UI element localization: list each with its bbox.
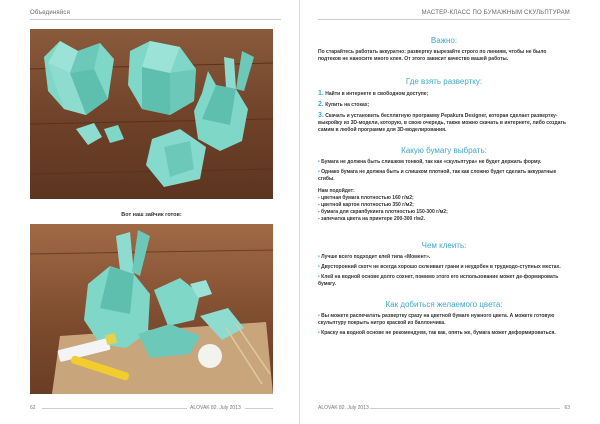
where-item	[318, 112, 570, 134]
rabbit-workbench-illustration	[30, 224, 273, 394]
paper-bullet-text: Однако бумага не должна быть и слишком плотной, так как сложно будет сделать аккуратные сгибы.	[318, 169, 557, 182]
right-header-rule	[318, 19, 570, 20]
where-item-number: 1.	[318, 90, 324, 97]
left-page-number: 62	[30, 405, 36, 411]
paper-bullet	[318, 159, 570, 166]
article-content	[318, 36, 570, 340]
paper-list-item: - бумага для скрапбукинга плотностью 150-300 г/м2;	[318, 209, 448, 215]
left-footer-rule	[42, 408, 187, 409]
color-bullet	[318, 330, 570, 337]
section-glue-title: Чем клеить:	[421, 241, 467, 250]
paper-list-item: - запечатка цвета на принтере 200-300 г/м2.	[318, 216, 426, 222]
where-item-number: 3.	[318, 112, 324, 119]
where-item-text: Скачать и установить бесплатную программу Pepakura Designer, которая сделает развертку-выкройку из 3D-модели, которую, в свою очередь, также можно скачать в интернете, либо создать самим в любой программе для 3D-моделирования.	[318, 113, 567, 133]
left-footer-magazine: ALOVAK 82. July 2013	[190, 405, 241, 411]
section-important-title: Важно:	[430, 36, 458, 45]
glue-bullet-text: Двусторонний скотч не всегда хорошо склеивает грани и неудобен в труднодо-ступных местах.	[321, 264, 561, 270]
photo-paper-sculptures	[30, 29, 273, 199]
where-item	[318, 101, 570, 109]
section-paper	[318, 146, 570, 223]
paper-bullet	[318, 169, 570, 183]
color-bullet	[318, 313, 570, 327]
photo-caption: Вот наш зайчик готов:	[121, 212, 182, 218]
left-page-header: Объединяйся	[30, 10, 71, 16]
section-glue	[318, 241, 570, 288]
where-item-text: Найти в интернете в свободном доступе;	[325, 91, 429, 97]
right-footer-rule	[370, 408, 560, 409]
bullet-icon: •	[318, 169, 320, 175]
paper-sculptures-illustration	[30, 29, 273, 199]
where-item-number: 2.	[318, 101, 324, 108]
where-item-text: Купить на стоках;	[325, 102, 370, 108]
section-important	[318, 36, 570, 63]
right-page-header: МАСТЕР-КЛАСС ПО БУМАЖНЫМ СКУЛЬПТУРАМ	[421, 10, 570, 16]
right-page-number: 63	[564, 405, 570, 411]
bullet-icon: •	[318, 274, 320, 280]
right-page	[300, 0, 600, 424]
section-important-text: По старайтесь работать аккуратно: развертку вырезайте строго по линиям, чтобы не было подтеков не наносите много клея. От этого зависит качество вашей работы.	[318, 49, 547, 62]
bullet-icon: •	[318, 159, 320, 165]
paper-list-item: - цветной картон плотностью 350 г/м2;	[318, 202, 414, 208]
glue-bullet	[318, 274, 570, 288]
glue-bullet-text: Лучше всего подходит клей типа «Момент».	[321, 254, 431, 260]
bullet-icon: •	[318, 313, 320, 319]
color-bullet-text: Краску на водной основе не рекомендуем, так как, опять же, бумага может деформироваться.	[321, 330, 556, 336]
section-color	[318, 300, 570, 337]
where-item	[318, 90, 570, 98]
bullet-icon: •	[318, 330, 320, 336]
left-header-rule	[30, 19, 281, 20]
section-where	[318, 77, 570, 134]
paper-subheading: Нам подойдет:	[318, 188, 355, 194]
section-where-title: Где взять развертку:	[405, 77, 483, 86]
color-bullet-text: Вы можете распечатать развертку сразу на цветной бумаге нужного цвета. А можете готовую скульптуру покрыть нитро краской из баллончика.	[318, 313, 555, 326]
bullet-icon: •	[318, 264, 320, 270]
right-footer-magazine: ALOVAK 82. July 2013	[318, 405, 369, 411]
glue-bullet	[318, 264, 570, 271]
glue-bullet	[318, 254, 570, 261]
photo-rabbit-workbench	[30, 224, 273, 394]
glue-bullet-text: Клей на водной основе долго сохнет, помимо этого его использование может де-формировать бумагу.	[318, 274, 559, 287]
section-color-title: Как добиться желаемого цвета:	[385, 300, 503, 309]
bullet-icon: •	[318, 254, 320, 260]
paper-list-item: - цветная бумага плотностью 160 г/м2;	[318, 195, 414, 201]
section-paper-title: Какую бумагу выбрать:	[401, 146, 487, 155]
paper-bullet-text: Бумага не должна быть слишком тонкой, так как «скульптура» не будет держать форму.	[321, 159, 542, 165]
left-footer-rule-2	[245, 408, 273, 409]
